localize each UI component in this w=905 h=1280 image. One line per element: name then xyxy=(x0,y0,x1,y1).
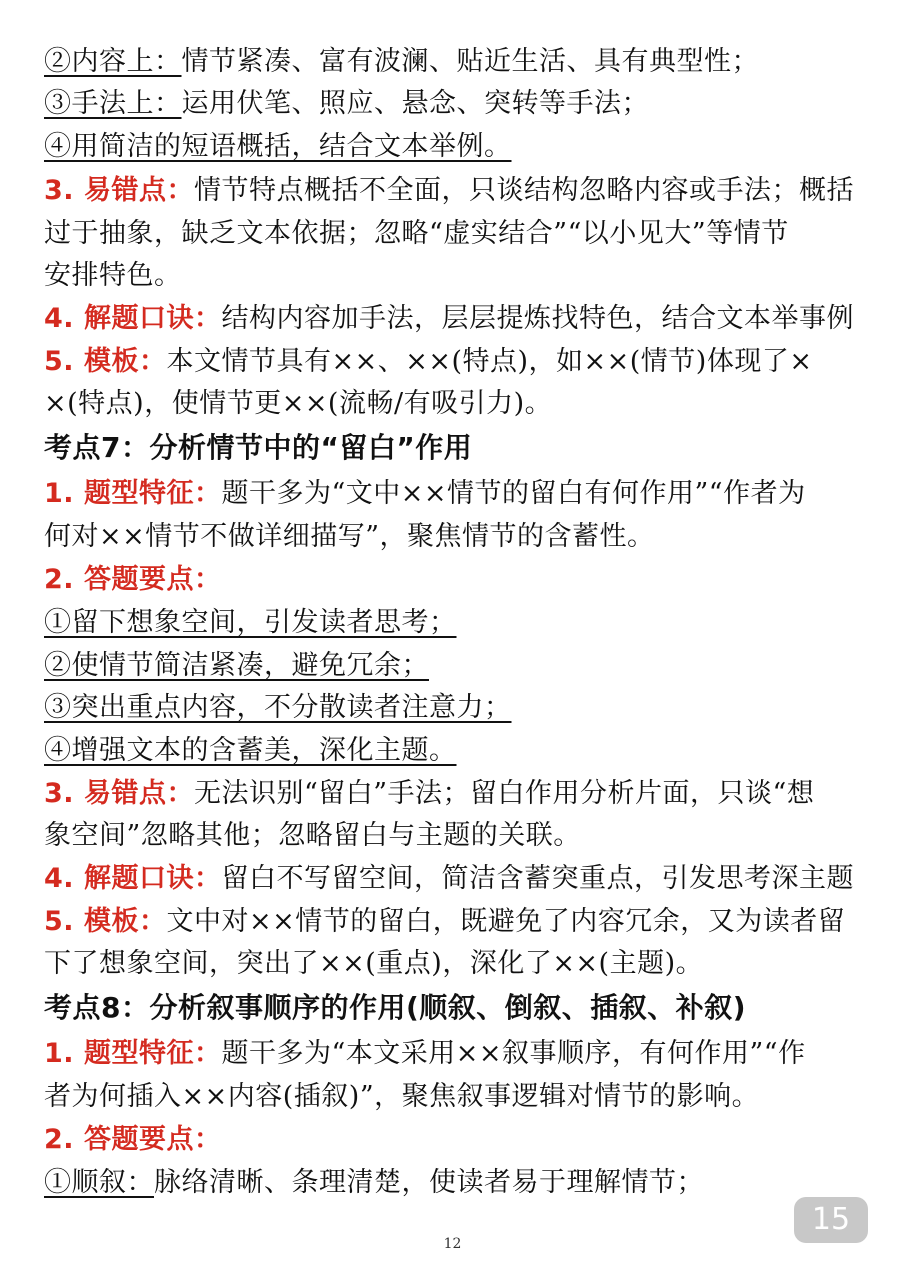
mistake-label: 3. 易错点： xyxy=(44,778,194,809)
answer-point-2: ②使情节简洁紧凑，避免冗余； xyxy=(44,650,429,681)
point-text: 脉络清晰、条理清楚，使读者易于理解情节； xyxy=(154,1167,704,1198)
tip-text: 结构内容加手法，层层提炼找特色，结合文本举事例 xyxy=(221,303,854,334)
template-label: 5. 模板： xyxy=(44,346,167,377)
feature-line-2: 者为何插入××内容(插叙)”，聚焦叙事逻辑对情节的影响。 xyxy=(44,1081,760,1112)
template-text: 本文情节具有××、××(特点)，如××(情节)体现了× xyxy=(166,346,813,377)
section-heading-k8: 考点8：分析叙事顺序的作用(顺叙、倒叙、插叙、补叙) xyxy=(44,991,747,1024)
mistake-text: 情节特点概括不全面，只谈结构忽略内容或手法；概括 xyxy=(193,175,854,206)
template-text: 文中对××情节的留白，既避免了内容冗余，又为读者留 xyxy=(166,906,846,937)
tip-text: 留白不写留空间，简洁含蓄突重点，引发思考深主题 xyxy=(221,863,854,894)
feature-line-2: 何对××情节不做详细描写”，聚焦情节的含蓄性。 xyxy=(44,521,655,552)
tip-line xyxy=(44,299,854,339)
template-label: 5. 模板： xyxy=(44,906,167,937)
point-2-line xyxy=(44,42,759,82)
answer-point-4: ④增强文本的含蓄美，深化主题。 xyxy=(44,735,457,766)
mistake-line-1 xyxy=(44,774,814,814)
tip-label: 4. 解题口诀： xyxy=(44,863,222,894)
template-line-1 xyxy=(44,902,845,942)
point-label: ③手法上： xyxy=(44,88,182,119)
answer-point-1 xyxy=(44,1163,704,1203)
feature-text: 题干多为“文中××情节的留白有何作用”“作者为 xyxy=(221,478,806,509)
template-line-1 xyxy=(44,342,812,382)
feature-line-1 xyxy=(44,474,806,514)
point-label: ②内容上： xyxy=(44,46,182,77)
tip-label: 4. 解题口诀： xyxy=(44,303,222,334)
point-4-line: ④用简洁的短语概括，结合文本举例。 xyxy=(44,131,512,162)
mistake-text: 无法识别“留白”手法；留白作用分析片面，只谈“想 xyxy=(193,778,815,809)
page-number: 12 xyxy=(443,1236,462,1252)
page-badge: 15 xyxy=(794,1197,868,1243)
answer-points-label: 2. 答题要点： xyxy=(44,564,222,595)
point-text: 情节紧凑、富有波澜、贴近生活、具有典型性； xyxy=(181,46,759,77)
feature-line-1 xyxy=(44,1034,806,1074)
answer-point-3: ③突出重点内容，不分散读者注意力； xyxy=(44,692,512,723)
mistake-line-2: 象空间”忽略其他；忽略留白与主题的关联。 xyxy=(44,820,581,851)
feature-text: 题干多为“本文采用××叙事顺序，有何作用”“作 xyxy=(221,1038,806,1069)
mistake-line-3: 安排特色。 xyxy=(44,260,182,291)
tip-line xyxy=(44,859,854,899)
template-line-2: ×(特点)，使情节更××(流畅/有吸引力)。 xyxy=(44,388,553,419)
feature-label: 1. 题型特征： xyxy=(44,478,222,509)
point-text: 运用伏笔、照应、悬念、突转等手法； xyxy=(181,88,649,119)
answer-point-1: ①留下想象空间，引发读者思考； xyxy=(44,607,457,638)
answer-points-label: 2. 答题要点： xyxy=(44,1124,222,1155)
mistake-line-1 xyxy=(44,171,854,211)
point-label: ①顺叙： xyxy=(44,1167,154,1198)
mistake-line-2: 过于抽象，缺乏文本依据；忽略“虚实结合”“以小见大”等情节 xyxy=(44,218,789,249)
feature-label: 1. 题型特征： xyxy=(44,1038,222,1069)
template-line-2: 下了想象空间，突出了××(重点)，深化了××(主题)。 xyxy=(44,948,704,979)
section-heading-k7: 考点7：分析情节中的“留白”作用 xyxy=(44,431,473,464)
point-3-line xyxy=(44,84,649,124)
mistake-label: 3. 易错点： xyxy=(44,175,194,206)
